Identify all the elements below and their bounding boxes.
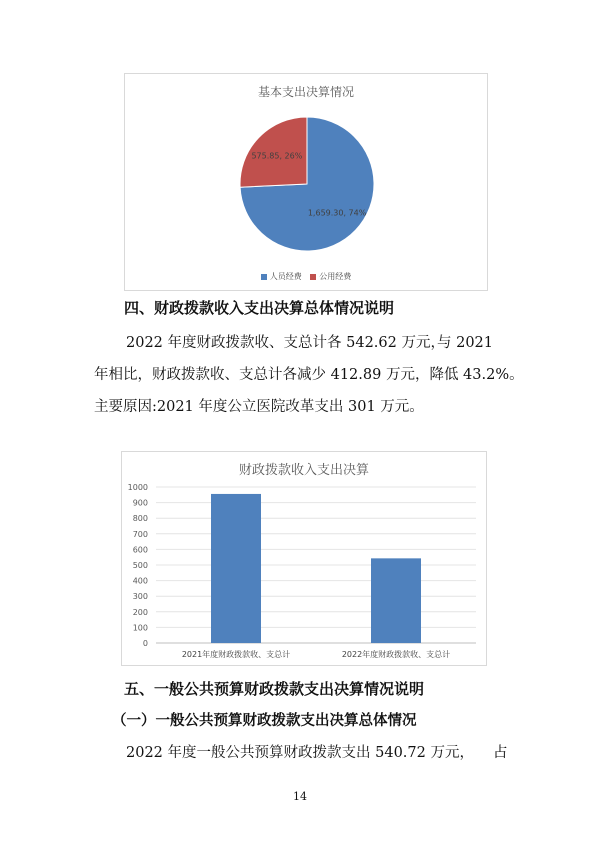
section5-subheading: （一）一般公共预算财政拨款支出决算总体情况 bbox=[112, 713, 417, 729]
y-tick-label-6: 600 bbox=[132, 545, 148, 555]
legend-item-public bbox=[310, 271, 351, 282]
pie-legend bbox=[125, 271, 487, 282]
y-tick-label-9: 900 bbox=[132, 498, 148, 508]
pie-data-label-1: 575.85, 26% bbox=[251, 151, 303, 161]
section4-line2: 年相比，财政拨款收、支总计各减少 412.89 万元，降低 43.2%。 bbox=[94, 367, 524, 383]
section5-line1-a: 2022 年度一般公共预算财政拨款支出 540.72 万元， bbox=[126, 745, 474, 761]
pie-chart-plot bbox=[125, 74, 489, 292]
bar-1 bbox=[371, 558, 421, 643]
bar-chart bbox=[121, 451, 487, 666]
pie-chart-title: 基本支出决算情况 bbox=[257, 85, 354, 99]
y-tick-label-2: 200 bbox=[132, 607, 148, 617]
pie-data-label-0: 1,659.30, 74% bbox=[307, 208, 367, 218]
legend-swatch-personnel bbox=[261, 274, 267, 280]
page-number: 14 bbox=[293, 790, 307, 803]
y-tick-label-7: 700 bbox=[132, 529, 148, 539]
y-tick-label-1: 100 bbox=[132, 623, 148, 633]
bar-chart-title: 财政拨款收入支出决算 bbox=[238, 463, 369, 478]
legend-label-personnel: 人员经费 bbox=[269, 272, 302, 281]
legend-label-public: 公用经费 bbox=[319, 272, 352, 281]
section4-line1-a: 2022 年度财政拨款收、支总计各 542.62 万元， bbox=[126, 335, 445, 351]
legend-swatch-public bbox=[310, 274, 316, 280]
y-tick-label-0: 0 bbox=[142, 639, 148, 648]
section4-line3: 主要原因:2021 年度公立医院改革支出 301 万元。 bbox=[94, 399, 424, 415]
bar-0 bbox=[211, 494, 261, 643]
y-tick-label-8: 800 bbox=[132, 514, 148, 524]
legend-item-personnel bbox=[261, 271, 302, 282]
section4-heading: 四、财政拨款收入支出决算总体情况说明 bbox=[124, 299, 395, 317]
y-tick-label-5: 500 bbox=[132, 561, 148, 570]
x-category-label-1: 2022年度财政拨款收、支总计 bbox=[341, 650, 451, 659]
bar-chart-plot bbox=[122, 452, 488, 667]
y-tick-label-10: 1000 bbox=[127, 483, 148, 492]
pie-chart bbox=[124, 73, 488, 291]
section5-heading: 五、一般公共预算财政拨款支出决算情况说明 bbox=[124, 680, 425, 698]
y-tick-label-3: 300 bbox=[132, 592, 148, 602]
section4-line1-b: 与 2021 bbox=[437, 335, 494, 351]
section5-line1-b: 占 bbox=[493, 745, 508, 761]
y-tick-label-4: 400 bbox=[132, 576, 148, 586]
x-category-label-0: 2021年度财政拨款收、支总计 bbox=[181, 650, 291, 659]
